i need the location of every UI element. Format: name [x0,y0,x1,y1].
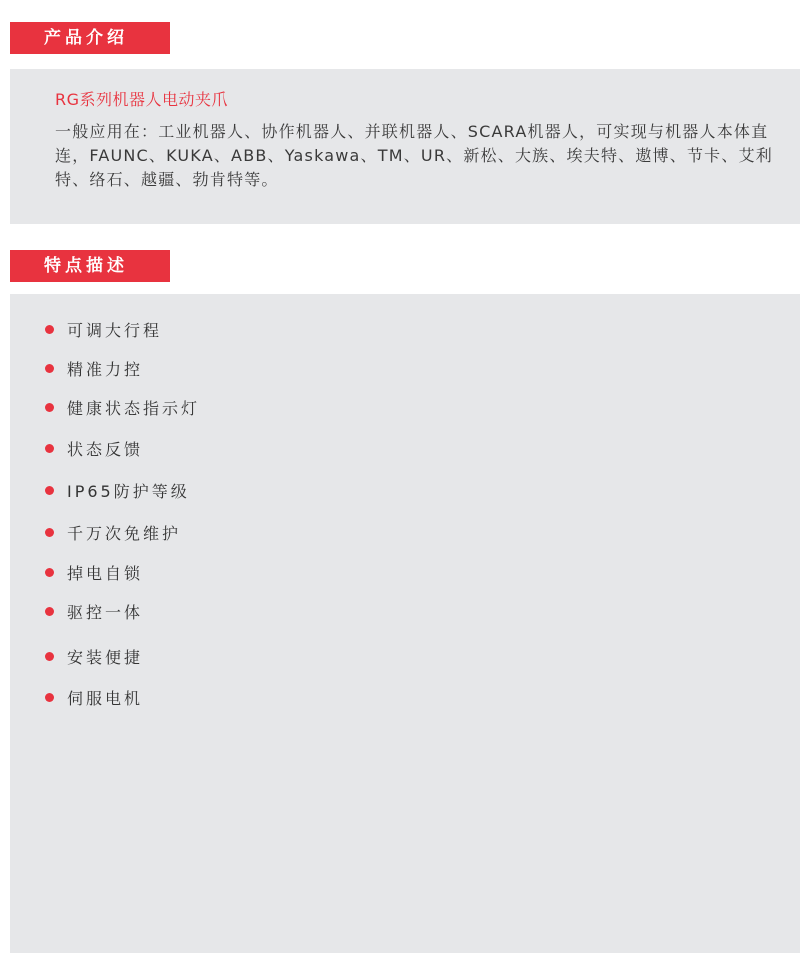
bullet-icon [45,568,54,577]
feature-item [45,317,162,341]
bullet-icon [45,528,54,537]
bullet-icon [45,652,54,661]
bullet-icon [45,403,54,412]
feature-item [45,599,143,623]
feature-item [45,356,143,380]
feature-item [45,478,190,502]
bullet-icon [45,607,54,616]
feature-label: 可调大行程 [67,320,163,340]
bullet-icon [45,486,54,495]
feature-label: IP65防护等级 [67,481,190,501]
section-tag-features: 特点描述 [10,250,170,282]
feature-label: 驱控一体 [67,602,144,622]
features-panel [10,294,800,953]
product-title: RG系列机器人电动夹爪 [55,90,229,109]
feature-label: 精准力控 [67,359,144,379]
section-tag-intro: 产品介绍 [10,22,170,54]
bullet-icon [45,693,54,702]
feature-item [45,560,143,584]
feature-item [45,436,143,460]
bullet-icon [45,364,54,373]
feature-label: 伺服电机 [67,688,144,708]
feature-label: 状态反馈 [67,439,144,459]
feature-item [45,644,143,668]
feature-label: 健康状态指示灯 [67,398,201,418]
feature-label: 千万次免维护 [67,523,182,543]
product-description: 一般应用在：工业机器人、协作机器人、并联机器人、SCARA机器人，可实现与机器人本体直连，FAUNC、KUKA、ABB、Yaskawa、TM、UR、新松、大族、埃夫特、遨博、节卡、艾利特、络石、越疆、勃肯特等。 [55,122,773,189]
feature-item [45,395,200,419]
bullet-icon [45,444,54,453]
feature-label: 安装便捷 [67,647,144,667]
feature-label: 掉电自锁 [67,563,144,583]
bullet-icon [45,325,54,334]
feature-item [45,685,143,709]
feature-item [45,520,181,544]
